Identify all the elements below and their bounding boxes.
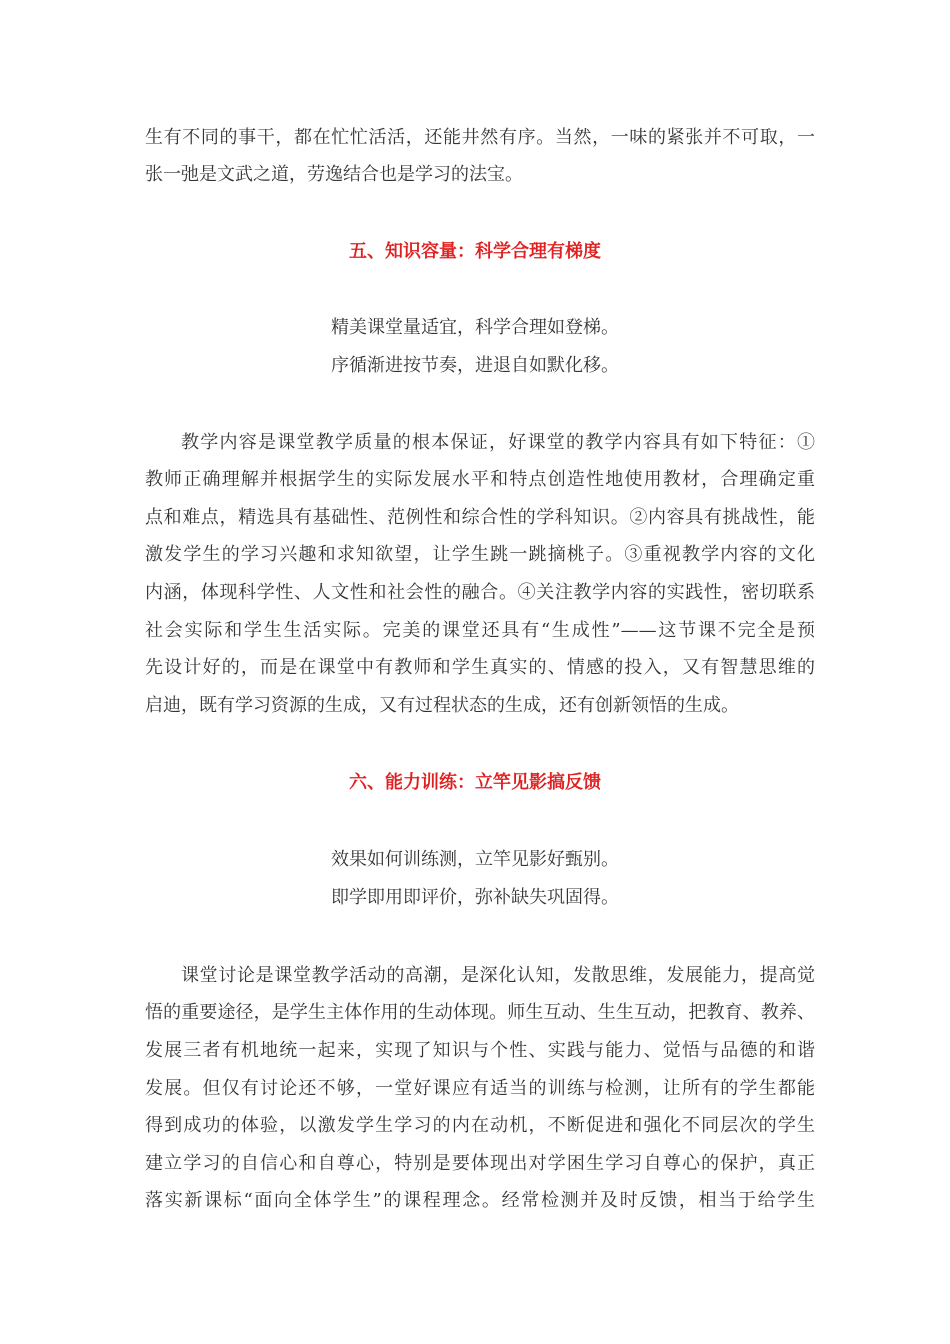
paragraph-line: 社会实际和学生生活实际。完美的课堂还具有“生成性”——这节课不完全是预: [145, 620, 815, 641]
paragraph-line: 建立学习的自信心和自尊心，特别是要体现出对学困生学习自尊心的保护，真正: [145, 1153, 815, 1174]
paragraph-line: 得到成功的体验，以激发学生学习的内在动机，不断促进和强化不同层次的学生: [145, 1115, 815, 1136]
paragraph-line: 张一弛是文武之道，劳逸结合也是学习的法宝。: [145, 164, 523, 185]
section-heading: 五、知识容量：科学合理有梯度: [349, 241, 601, 262]
paragraph-line: 落实新课标“面向全体学生”的课程理念。经常检测并及时反馈，相当于给学生: [145, 1190, 815, 1211]
paragraph-line: 教学内容是课堂教学质量的根本保证，好课堂的教学内容具有如下特征：①: [181, 432, 815, 453]
paragraph-line: 教师正确理解并根据学生的实际发展水平和特点创造性地使用教材，合理确定重: [145, 469, 815, 490]
paragraph-line: 内涵，体现科学性、人文性和社会性的融合。④关注教学内容的实践性，密切联系: [145, 582, 815, 603]
verse-line: 即学即用即评价，弥补缺失巩固得。: [331, 887, 619, 908]
paragraph-line: 生有不同的事干，都在忙忙活活，还能井然有序。当然，一味的紧张并不可取，一: [145, 127, 815, 148]
paragraph-line: 先设计好的，而是在课堂中有教师和学生真实的、情感的投入，又有智慧思维的: [145, 657, 815, 678]
paragraph-line: 激发学生的学习兴趣和求知欲望，让学生跳一跳摘桃子。③重视教学内容的文化: [145, 544, 815, 565]
paragraph-line: 悟的重要途径，是学生主体作用的生动体现。师生互动、生生互动，把教育、教养、: [145, 1002, 815, 1023]
section-heading: 六、能力训练：立竿见影搞反馈: [349, 772, 601, 793]
verse-line: 精美课堂量适宜，科学合理如登梯。: [331, 317, 619, 338]
paragraph-line: 点和难点，精选具有基础性、范例性和综合性的学科知识。②内容具有挑战性，能: [145, 507, 815, 528]
paragraph-line: 课堂讨论是课堂教学活动的高潮，是深化认知，发散思维，发展能力，提高觉: [181, 965, 815, 986]
verse-line: 效果如何训练测，立竿见影好甄别。: [331, 849, 619, 870]
verse-line: 序循渐进按节奏，进退自如默化移。: [331, 355, 619, 376]
paragraph-line: 发展。但仅有讨论还不够，一堂好课应有适当的训练与检测，让所有的学生都能: [145, 1078, 815, 1099]
paragraph-line: 启迪，既有学习资源的生成，又有过程状态的生成，还有创新领悟的生成。: [145, 695, 739, 716]
paragraph-line: 发展三者有机地统一起来，实现了知识与个性、实践与能力、觉悟与品德的和谐: [145, 1040, 815, 1061]
